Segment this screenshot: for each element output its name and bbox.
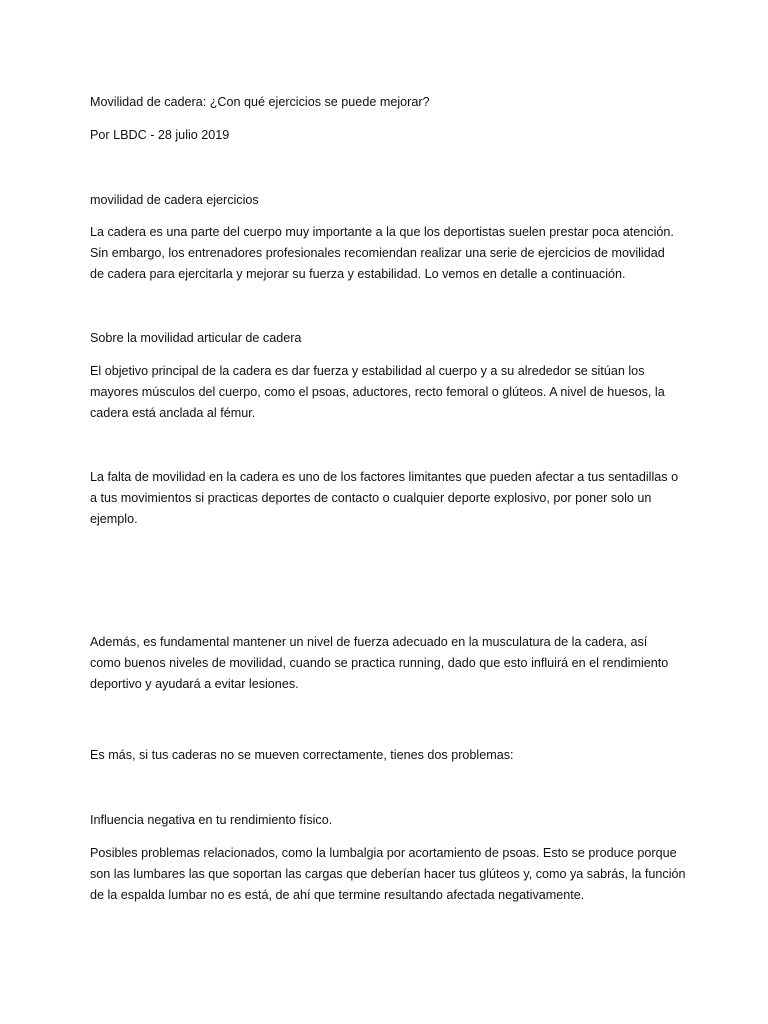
section-heading: Sobre la movilidad articular de cadera: [90, 331, 302, 345]
byline: Por LBDC - 28 julio 2019: [90, 128, 230, 142]
intro-paragraph: La cadera es una parte del cuerpo muy importante a la que los deportistas suelen prestar poca atención. Sin embargo, los entrenadores profesionales recomiendan realizar una serie de ejercicios de movilidad de cadera para ejercitarla y mejorar su fuerza y estabilidad. Lo vemos en detalle a continuación.: [90, 225, 674, 281]
paragraph-1: El objetivo principal de la cadera es dar fuerza y estabilidad al cuerpo y a su alrededor se sitúan los mayores músculos del cuerpo, como el psoas, aductores, recto femoral o glúteos. A nivel de huesos, la cadera está anclada al fémur.: [90, 364, 665, 420]
paragraph-4: Es más, si tus caderas no se mueven correctamente, tienes dos problemas:: [90, 748, 514, 762]
paragraph-3: Además, es fundamental mantener un nivel de fuerza adecuado en la musculatura de la cadera, así como buenos niveles de movilidad, cuando se practica running, dado que esto influirá en el rendimiento deportivo y ayudará a evitar lesiones.: [90, 635, 669, 691]
problem-2: Posibles problemas relacionados, como la lumbalgia por acortamiento de psoas. Esto se produce porque son las lumbares las que soportan las cargas que deberían hacer tus glúteos y, como ya sabrás, la función de la espalda lumbar no es está, de ahí que termine resultando afectada negativamente.: [90, 846, 686, 902]
document-title: Movilidad de cadera: ¿Con qué ejercicios se puede mejorar?: [90, 95, 430, 109]
problem-1: Influencia negativa en tu rendimiento físico.: [90, 813, 333, 827]
image-caption: movilidad de cadera ejercicios: [90, 193, 259, 207]
paragraph-2: La falta de movilidad en la cadera es uno de los factores limitantes que pueden afectar a tus sentadillas o a tus movimientos si practicas deportes de contacto o cualquier deporte explosivo, por poner solo un ejemplo.: [90, 470, 679, 526]
